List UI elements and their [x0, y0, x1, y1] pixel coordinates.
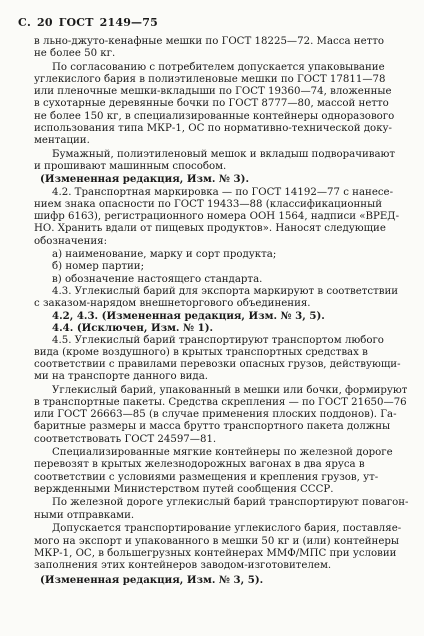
text-line: перевозят в крытых железнодорожных вагонах в два яруса в: [34, 459, 365, 471]
text-line: баритные размеры и масса брутто транспортного пакета должны: [34, 421, 391, 433]
clause-4-4: 4.4. (Исключен, Изм. № 1).: [52, 322, 214, 335]
list-item: в) обозначение настоящего стандарта.: [52, 273, 263, 285]
gost-code: 2149—75: [99, 16, 158, 29]
text-line: ными отправками.: [34, 509, 135, 521]
revision-note: (Измененная редакция, Изм. № 3).: [40, 173, 250, 186]
clause-4-5: 4.5. Углекислый барий транспортируют транспортом любого: [52, 334, 384, 346]
text-line: МКР-1, ОС, в большегрузных контейнерах ММФ/МПС при условии: [34, 547, 397, 559]
paragraph-start: По железной дороге углекислый барий транспортируют повагон-: [52, 497, 409, 509]
text-line: углекислого бария в полиэтиленовые мешки по ГОСТ 17811—78: [34, 74, 386, 86]
text-line: нием знака опасности по ГОСТ 19433—88 (классификационный: [34, 198, 382, 210]
page-header: [18, 16, 164, 29]
text-line: в льно-джуто-кенафные мешки по ГОСТ 18225—72. Масса нетто: [34, 36, 385, 47]
revision-note: (Измененная редакция, Изм. № 3, 5).: [40, 573, 264, 586]
text-line: соответствии с условиями размещения и крепления грузов, ут-: [34, 471, 379, 483]
text-line: не более 150 кг, в специализированные контейнеры одноразового: [34, 110, 395, 122]
text-line: или пленочные мешки-вкладыши по ГОСТ 19360—74, вложенные: [34, 86, 392, 98]
text-line: и прошивают машинным способом.: [34, 160, 227, 172]
text-line: НО. Хранить вдали от пищевых продуктов». Наносят следующие: [34, 223, 386, 235]
text-line: ментации.: [34, 135, 90, 146]
paragraph-start: Бумажный, полиэтиленовый мешок и вкладыш подворачивают: [52, 148, 396, 160]
text-line: заполнения этих контейнеров заводом-изготовителем.: [34, 559, 332, 571]
clause-4-3: 4.3. Углекислый барий для экспорта маркируют в соответствии: [52, 285, 399, 297]
revision-note: 4.2, 4.3. (Измененная редакция, Изм. № 3, 5).: [52, 310, 325, 323]
paragraph-start: Допускается транспортирование углекислого бария, поставляе-: [52, 523, 402, 535]
text-line: в сухотарные деревянные бочки по ГОСТ 8777—80, массой нетто: [34, 98, 389, 110]
text-line: шифр 6163), регистрационного номера ООН 1564, надписи «ВРЕД-: [34, 211, 400, 223]
clause-4-2: 4.2. Транспортная маркировка — по ГОСТ 14192—77 с нанесе-: [52, 186, 394, 198]
document-body: [34, 36, 409, 586]
list-item: а) наименование, марку и сорт продукта;: [52, 249, 277, 261]
text-line: не более 50 кг.: [34, 48, 116, 60]
text-line: соответствии с правилами перевозки опасных грузов, действующи-: [34, 358, 401, 370]
page-letter: С.: [18, 16, 31, 29]
text-line: соответствовать ГОСТ 24597—81.: [34, 433, 217, 445]
paragraph-start: Специализированные мягкие контейнеры по железной дороге: [52, 447, 393, 459]
text-line: вержденными Министерством путей сообщения СССР.: [34, 483, 334, 495]
text-line: мого на экспорт и упакованного в мешки 50 кг и (или) контейнеры: [34, 535, 399, 547]
gost-label: ГОСТ: [58, 16, 94, 29]
page-number: 20: [37, 16, 53, 29]
paragraph-start: По согласованию с потребителем допускается упаковывание: [52, 61, 385, 73]
text-line: ми на транспорте данного вида.: [34, 371, 209, 383]
list-item: б) номер партии;: [52, 261, 145, 273]
text-line: с заказом-нарядом внешнеторгового объединения.: [34, 297, 311, 309]
text-line: использования типа МКР-1, ОС по нормативно-технической доку-: [34, 122, 392, 134]
paragraph-start: Углекислый барий, упакованный в мешки или бочки, формируют: [52, 384, 408, 396]
text-line: в транспортные пакеты. Средства скрепления — по ГОСТ 21650—76: [34, 396, 407, 408]
text-line: обозначения:: [34, 235, 108, 247]
text-line: или ГОСТ 26663—85 (в случае применения плоских поддонов). Га-: [34, 409, 397, 421]
text-line: вида (кроме воздушного) в крытых транспортных средствах в: [34, 346, 368, 358]
